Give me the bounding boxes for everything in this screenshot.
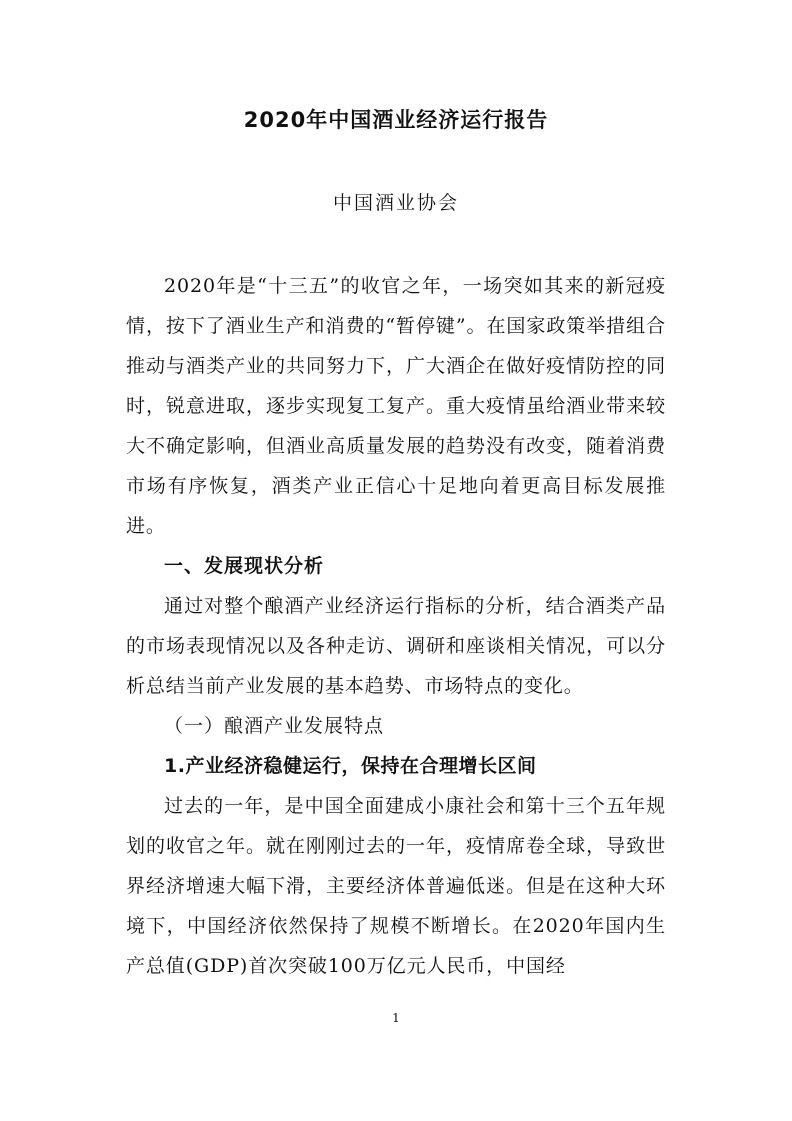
- intro-paragraph: 2020年是“十三五”的收官之年，一场突如其来的新冠疫情，按下了酒业生产和消费的“暂停键”。在国家政策举措组合推动与酒类产业的共同努力下，广大酒企在做好疫情防控的同时，锐意进取，逐步实现复工复产。重大疫情虽给酒业带来较大不确定影响，但酒业高质量发展的趋势没有改变，随着消费市场有序恢复，酒类产业正信心十足地向着更高目标发展推进。: [126, 275, 666, 537]
- subsection-heading: （一）酿酒产业发展特点: [164, 715, 385, 737]
- section-heading: 一、发展现状分析: [164, 555, 325, 577]
- document-author: 中国酒业协会: [332, 192, 459, 214]
- item-heading: 1.产业经济稳健运行，保持在合理增长区间: [164, 755, 537, 777]
- item-paragraph: 过去的一年，是中国全面建成小康社会和第十三个五年规划的收官之年。就在刚刚过去的一年，疫情席卷全球，导致世界经济增速大幅下滑，主要经济体普遍低迷。但是在这种大环境下，中国经济依然保持了规模不断增长。在2020年国内生产总值(GDP)首次突破100万亿元人民币，中国经: [126, 795, 666, 977]
- document-title: 2020年中国酒业经济运行报告: [243, 108, 549, 132]
- document-body: [126, 266, 666, 986]
- section-paragraph: 通过对整个酿酒产业经济运行指标的分析，结合酒类产品的市场表现情况以及各种走访、调研和座谈相关情况，可以分析总结当前产业发展的基本趋势、市场特点的变化。: [126, 595, 666, 697]
- page-number: 1: [392, 1011, 400, 1025]
